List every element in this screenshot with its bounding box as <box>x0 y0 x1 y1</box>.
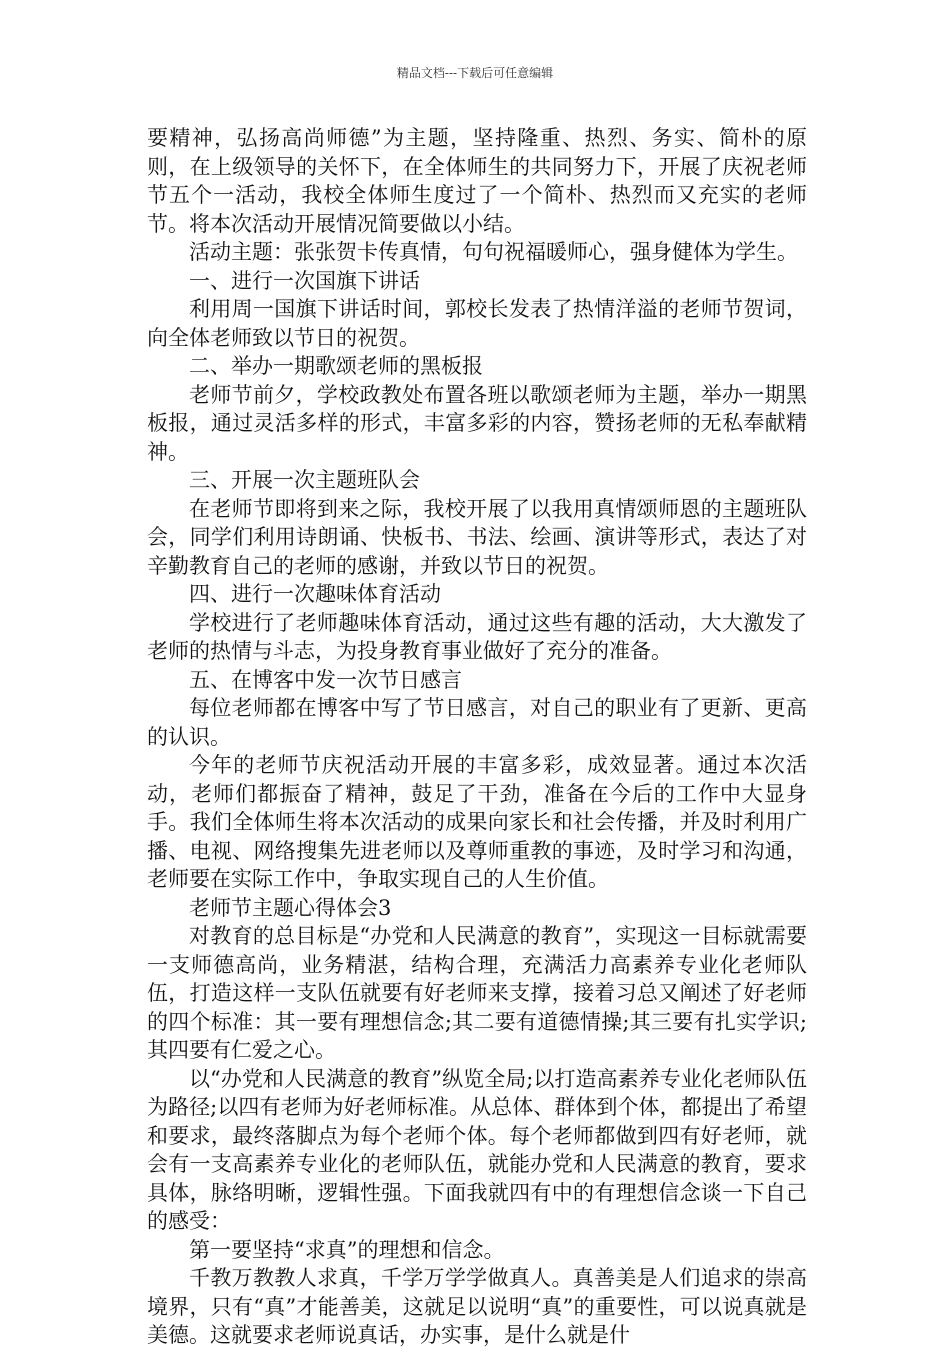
section-heading: 二、举办一期歌颂老师的黑板报 <box>189 354 483 378</box>
section-heading: 第一要坚持“求真”的理想和信念。 <box>189 1237 505 1262</box>
paragraph: 在老师节即将到来之际，我校开展了以我用真情颂师恩的主题班队会，同学们利用诗朗诵、快板书、书法、绘画、演讲等形式，表达了对辛勤教育自己的老师的感谢，并致以节日的祝贺。 <box>147 496 807 578</box>
section-heading: 老师节主题心得体会3 <box>189 895 392 920</box>
section-heading: 三、开展一次主题班队会 <box>189 468 420 492</box>
paragraph: 对教育的总目标是“办党和人民满意的教育”，实现这一目标就需要一支师德高尚，业务精湛，结构合理，充满活力高素养专业化老师队伍，打造这样一支队伍就要有好老师来支撑，接着习总又阐述了好老师的四个标准：其一要有理想信念;其二要有道德情操;其三要有扎实学识;其四要有仁爱之心。 <box>147 924 807 1062</box>
paragraph: 每位老师都在博客中写了节日感言，对自己的职业有了更新、更高的认识。 <box>147 696 807 749</box>
paragraph: 活动主题：张张贺卡传真情，句句祝福暖师心，强身健体为学生。 <box>189 240 798 264</box>
paragraph: 今年的老师节庆祝活动开展的丰富多彩，成效显著。通过本次活动，老师们都振奋了精神，鼓足了干劲，准备在今后的工作中大显身手。我们全体师生将本次活动的成果向家长和社会传播，并及时利用广播、电视、网络搜集先进老师以及尊师重教的事迹，及时学习和沟通，老师要在实际工作中，争取实现自己的人生价值。 <box>147 753 807 891</box>
section-heading: 五、在博客中发一次节日感言 <box>189 667 462 692</box>
document-body <box>147 124 807 1350</box>
section-heading: 一、进行一次国旗下讲话 <box>189 268 420 293</box>
paragraph: 老师节前夕，学校政教处布置各班以歌颂老师为主题，举办一期黑板报，通过灵活多样的形式，丰富多彩的内容，赞扬老师的无私奉献精神。 <box>147 382 807 464</box>
page-header: 精品文档---下载后可任意编辑 <box>396 66 554 80</box>
paragraph: 千教万教教人求真，千学万学学做真人。真善美是人们追求的崇高境界，只有“真”才能善美，这就足以说明“真”的重要性，可以说真就是美德。这就要求老师说真话，办实事，是什么就是什 <box>147 1266 807 1347</box>
paragraph: 以“办党和人民满意的教育”纵览全局;以打造高素养专业化老师队伍为路径;以四有老师为好老师标准。从总体、群体到个体，都提出了希望和要求，最终落脚点为每个老师个体。每个老师都做到四有好老师，就会有一支高素养专业化的老师队伍，就能办党和人民满意的教育，要求具体，脉络明晰，逻辑性强。下面我就四有中的有理想信念谈一下自己的感受： <box>147 1066 807 1233</box>
paragraph: 要精神，弘扬高尚师德”为主题，坚持隆重、热烈、务实、简朴的原则，在上级领导的关怀下，在全体师生的共同努力下，开展了庆祝老师节五个一活动，我校全体师生度过了一个简朴、热烈而又充实的老师节。将本次活动开展情况简要做以小结。 <box>147 126 807 236</box>
paragraph: 利用周一国旗下讲话时间，郭校长发表了热情洋溢的老师节贺词，向全体老师致以节日的祝贺。 <box>147 297 807 350</box>
paragraph: 学校进行了老师趣味体育活动，通过这些有趣的活动，大大激发了老师的热情与斗志，为投身教育事业做好了充分的准备。 <box>147 610 807 663</box>
section-heading: 四、进行一次趣味体育活动 <box>189 582 441 606</box>
